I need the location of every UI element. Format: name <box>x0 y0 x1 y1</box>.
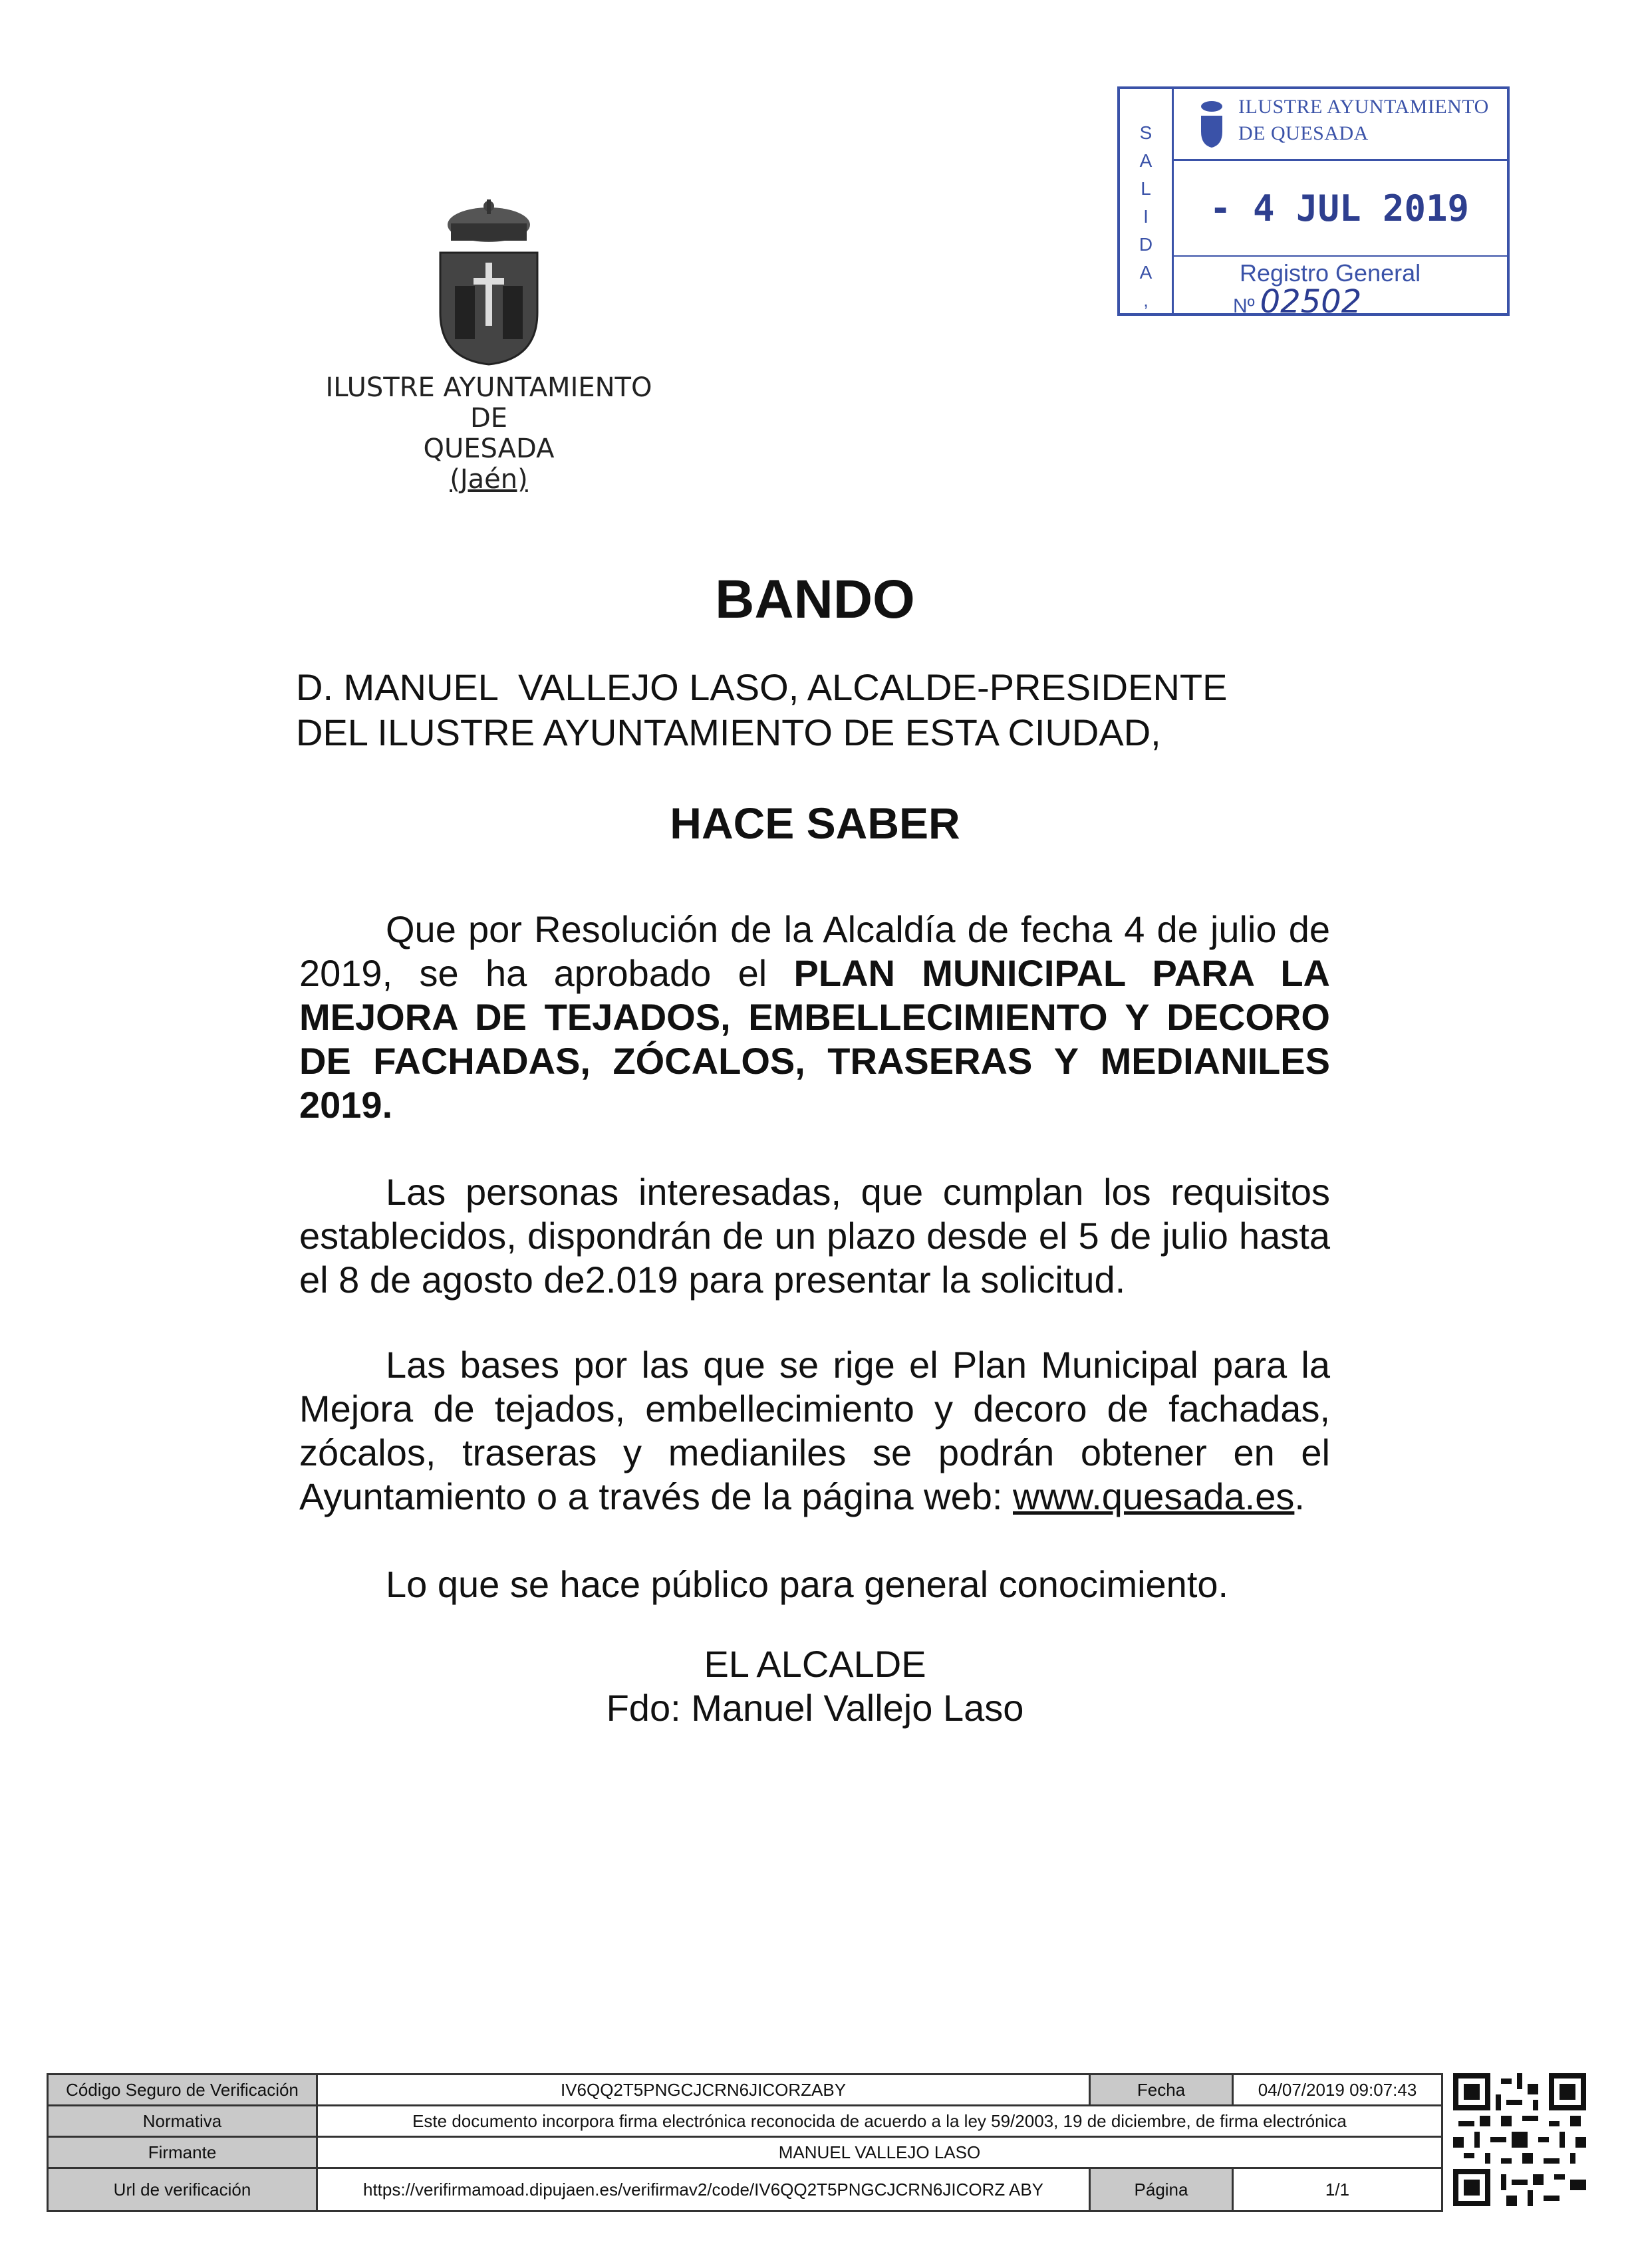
stamp-letter: A <box>1139 150 1153 171</box>
municipality-header <box>253 372 725 495</box>
mayor-heading <box>296 665 1330 755</box>
qr-code-icon[interactable] <box>1453 2073 1586 2206</box>
csv-value: IV6QQ2T5PNGCJCRN6JICORZABY <box>317 2075 1090 2106</box>
paragraph-deadline-text: Las personas interesadas, que cumplan los requisitos establecidos, dispondrán de un plazo desde el 5 de julio hasta el 8 de agosto de2.019 para presentar la solicitud. <box>299 1171 1330 1301</box>
website-link[interactable]: www.quesada.es <box>1013 1475 1295 1517</box>
hace-saber-heading: HACE SABER <box>670 799 960 848</box>
verification-table <box>47 2073 1443 2212</box>
paragraph-bases-text: Las bases por las que se rige el Plan Municipal para la Mejora de tejados, embellecimiento y decoro de fachadas, zócalos, traseras y medianiles se podrán obtener en el Ayuntamiento o a través de la página web: <box>299 1344 1330 1517</box>
pagina-value: 1/1 <box>1233 2168 1442 2211</box>
table-row <box>48 2075 1442 2106</box>
stamp-header-line1: ILUSTRE AYUNTAMIENTO <box>1238 96 1489 118</box>
mayor-line2: DEL ILUSTRE AYUNTAMIENTO DE ESTA CIUDAD, <box>296 711 1161 753</box>
firmante-value: MANUEL VALLEJO LASO <box>317 2137 1442 2168</box>
municipality-line1: ILUSTRE AYUNTAMIENTO <box>325 372 652 403</box>
stamp-letter: D <box>1139 234 1153 255</box>
paragraph-resolution <box>299 908 1330 1127</box>
table-row <box>48 2137 1442 2168</box>
fecha-value: 04/07/2019 09:07:43 <box>1233 2075 1442 2106</box>
paragraph-public <box>299 1563 1330 1606</box>
document-title: BANDO <box>715 569 915 630</box>
csv-label: Código Seguro de Verificación <box>48 2075 317 2106</box>
table-row <box>48 2106 1442 2137</box>
signature-title: EL ALCALDE <box>704 1643 926 1685</box>
stamp-number <box>1233 283 1361 320</box>
plan-name: PLAN MUNICIPAL PARA LA MEJORA DE TEJADOS, EMBELLECIMIENTO Y DECORO DE FACHADAS, ZÓCALOS, TRASERAS Y MEDIANILES 2019. <box>299 952 1330 1126</box>
stamp-letter: I <box>1143 206 1149 227</box>
coat-of-arms-icon <box>432 199 545 366</box>
stamp-number-value: 02502 <box>1260 283 1362 320</box>
signature-name: Fdo: Manuel Vallejo Laso <box>606 1687 1024 1729</box>
paragraph-bases-end: . <box>1294 1475 1305 1517</box>
stamp-letter: S <box>1139 122 1153 143</box>
stamp-letter: L <box>1141 178 1151 199</box>
stamp-letter: , <box>1143 290 1149 311</box>
municipality-line2: DE <box>470 403 508 434</box>
stamp-crest-icon <box>1198 98 1225 149</box>
firmante-label: Firmante <box>48 2137 317 2168</box>
url-value[interactable]: https://verifirmamoad.dipujaen.es/verifirmav2/code/IV6QQ2T5PNGCJCRN6JICORZ ABY <box>317 2168 1090 2211</box>
pagina-label: Página <box>1090 2168 1233 2211</box>
normativa-label: Normativa <box>48 2106 317 2137</box>
stamp-letter: A <box>1139 262 1153 283</box>
table-row <box>48 2168 1442 2211</box>
stamp-divider <box>1172 255 1507 257</box>
mayor-line1: D. MANUEL VALLEJO LASO, ALCALDE-PRESIDENTE <box>296 666 1228 708</box>
paragraph-resolution-text: Que por Resolución de la Alcaldía de fecha 4 de julio de 2019, se ha aprobado el <box>299 908 1330 994</box>
paragraph-deadline <box>299 1170 1330 1302</box>
municipality-line3: QUESADA <box>423 434 555 464</box>
paragraph-public-text: Lo que se hace público para general conocimiento. <box>386 1563 1229 1605</box>
fecha-label: Fecha <box>1090 2075 1233 2106</box>
municipality-line4: (Jaén) <box>450 464 528 495</box>
stamp-registry-label: Registro General <box>1240 259 1421 287</box>
signature-block <box>0 1642 1630 1730</box>
stamp-date: - 4 JUL 2019 <box>1209 188 1470 229</box>
paragraph-bases <box>299 1343 1330 1519</box>
stamp-side-letters <box>1120 89 1174 313</box>
stamp-header <box>1172 89 1507 161</box>
stamp-header-line2: DE QUESADA <box>1238 122 1369 144</box>
url-label: Url de verificación <box>48 2168 317 2211</box>
registry-stamp <box>1117 86 1510 320</box>
stamp-number-prefix: Nº <box>1233 295 1255 317</box>
normativa-value: Este documento incorpora firma electrónica reconocida de acuerdo a la ley 59/2003, 19 de diciembre, de firma electrónica <box>317 2106 1442 2137</box>
